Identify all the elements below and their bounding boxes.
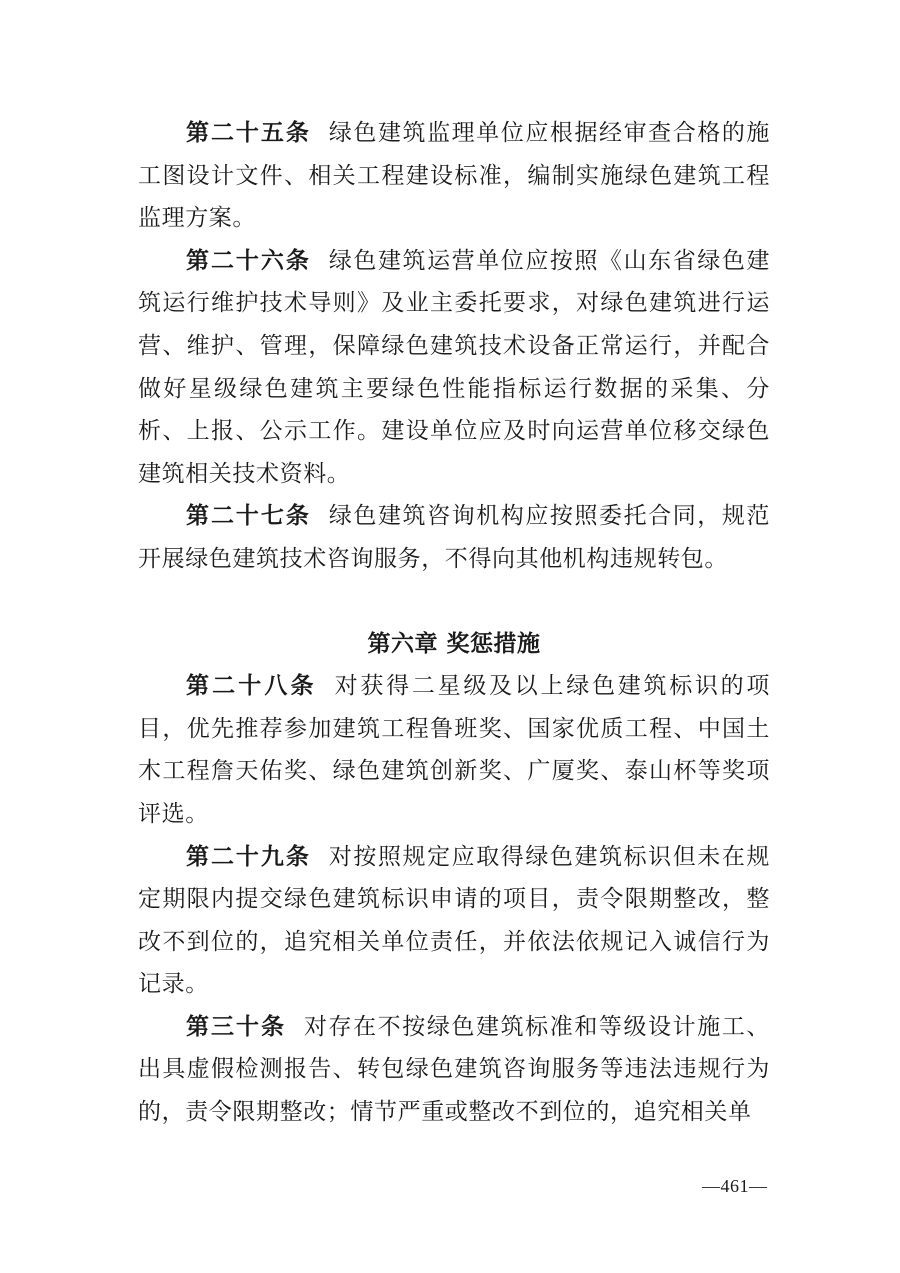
article-text: 绿色建筑咨询机构应按照委托合同，规范开展绿色建筑技术咨询服务，不得向其他机构违规转包。: [138, 503, 771, 572]
article-title: 第二十五条: [186, 120, 311, 146]
article-title: 第二十九条: [186, 843, 311, 870]
article-title: 第二十七条: [186, 503, 311, 530]
article-30: [138, 1006, 770, 1134]
article-text: 绿色建筑运营单位应按照《山东省绿色建筑运行维护技术导则》及业主委托要求，对绿色建筑进行运营、维护、管理，保障绿色建筑技术设备正常运行，并配合做好星级绿色建筑主要绿色性能指标运行数据的采集、分析、上报、公示工作。建设单位应及时向运营单位移交绿色建筑相关技术资料。: [138, 247, 771, 487]
article-title: 第二十六条: [186, 247, 311, 274]
article-title: 第三十条: [186, 1013, 286, 1040]
article-29: [138, 836, 770, 1006]
document-body: [138, 112, 770, 1134]
chapter-heading: 第六章 奖惩措施: [367, 630, 541, 657]
article-text: 绿色建筑监理单位应根据经审查合格的施工图设计文件、相关工程建设标准，编制实施绿色建筑工程监理方案。: [138, 120, 771, 232]
article-26: [138, 240, 770, 496]
page-number: —461—: [702, 1176, 768, 1196]
article-27: [138, 495, 770, 580]
article-title: 第二十八条: [186, 673, 317, 700]
article-text: 对存在不按绿色建筑标准和等级设计施工、出具虚假检测报告、转包绿色建筑咨询服务等违法违规行为的，责令限期整改；情节严重或整改不到位的，追究相关单: [138, 1013, 771, 1126]
article-text: 对获得二星级及以上绿色建筑标识的项目，优先推荐参加建筑工程鲁班奖、国家优质工程、中国土木工程詹天佑奖、绿色建筑创新奖、广厦奖、泰山杯等奖项评选。: [138, 673, 771, 827]
article-text: 对按照规定应取得绿色建筑标识但未在规定期限内提交绿色建筑标识申请的项目，责令限期整改，整改不到位的，追究相关单位责任，并依法依规记入诚信行为记录。: [138, 843, 771, 998]
article-25: [138, 112, 770, 240]
article-28: [138, 665, 770, 835]
